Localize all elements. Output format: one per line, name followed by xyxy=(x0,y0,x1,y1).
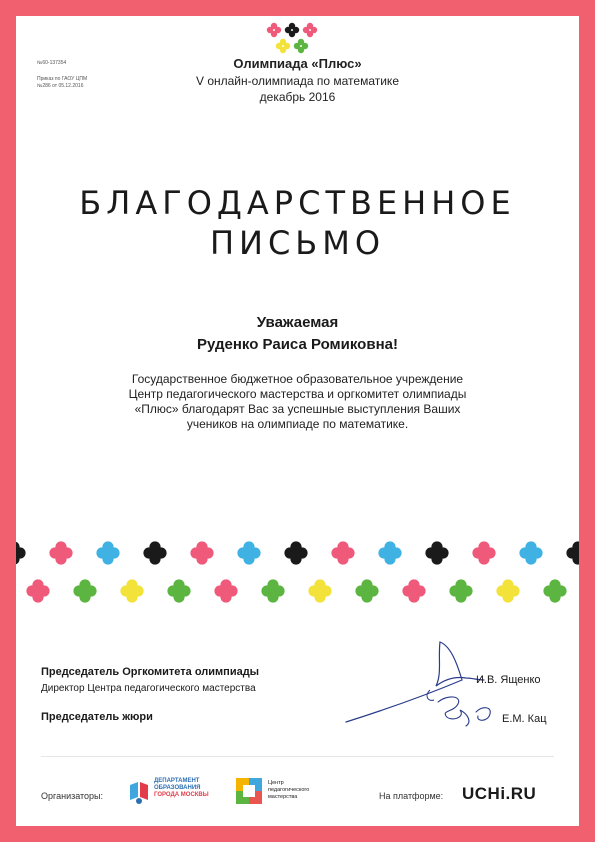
cpm-line-2: педагогического xyxy=(268,787,310,793)
decorative-cross xyxy=(16,541,26,564)
moscow-education-department-logo xyxy=(128,777,218,809)
order-line-2: №286 от 05.12.2016 xyxy=(37,83,84,89)
date-line: декабрь 2016 xyxy=(259,90,336,104)
dept-line-1: ДЕПАРТАМЕНТ xyxy=(154,778,200,784)
decorative-cross xyxy=(167,579,190,602)
decorative-cross xyxy=(143,541,166,564)
dept-line-2: ОБРАЗОВАНИЯ xyxy=(154,785,201,791)
decorative-cross xyxy=(284,541,307,564)
dept-line-3: ГОРОДА МОСКВЫ xyxy=(154,792,209,798)
olympiad-logo xyxy=(266,20,328,56)
greeting: Уважаемая xyxy=(256,314,339,331)
footer-divider xyxy=(41,756,554,757)
decorative-cross xyxy=(190,541,213,564)
body-line-4: учеников на олимпиаде по математике. xyxy=(186,417,409,431)
logo-cross-black xyxy=(285,23,299,37)
decorative-cross xyxy=(237,541,260,564)
certificate-sheet xyxy=(16,16,579,826)
logo-cross-pink-left xyxy=(267,23,281,37)
decorative-cross xyxy=(96,541,119,564)
chair-title: Председатель Оргкомитета олимпиады xyxy=(41,666,260,678)
decorative-cross xyxy=(472,541,495,564)
decorative-cross xyxy=(543,579,566,602)
book-emblem-icon xyxy=(128,779,150,805)
chair-subtitle: Директор Центра педагогического мастерства xyxy=(41,683,256,694)
decorative-cross xyxy=(425,541,448,564)
decorative-cross xyxy=(449,579,472,602)
letter-title-line-2: ПИСЬМО xyxy=(209,224,386,262)
uchi-ru-logo: UCHi.RU xyxy=(462,784,537,803)
decorative-cross xyxy=(73,579,96,602)
body-line-2: Центр педагогического мастерства и оргкомитет олимпиады xyxy=(128,387,467,401)
jury-signature-image xyxy=(432,692,502,728)
decorative-cross-pattern xyxy=(16,536,579,612)
body-line-3: «Плюс» благодарят Вас за успешные выступления Ваших xyxy=(134,402,461,416)
pedagogical-center-logo xyxy=(234,776,344,810)
decorative-cross xyxy=(49,541,72,564)
decorative-cross xyxy=(402,579,425,602)
decorative-cross xyxy=(26,579,49,602)
logo-cross-pink-right xyxy=(303,23,317,37)
platform-label: На платформе: xyxy=(379,791,444,801)
cpm-line-1: Центр xyxy=(268,780,284,786)
registration-number: №60-137354 xyxy=(37,60,67,66)
decorative-cross xyxy=(566,541,579,564)
logo-cross-green xyxy=(294,39,308,53)
organizers-label: Организаторы: xyxy=(41,791,104,801)
decorative-cross xyxy=(308,579,331,602)
body-line-1: Государственное бюджетное образовательное учреждение xyxy=(131,372,464,386)
recipient-name: Руденко Раиса Ромиковна! xyxy=(197,336,398,353)
jury-title: Председатель жюри xyxy=(41,711,153,723)
decorative-cross xyxy=(214,579,237,602)
olympiad-name: Олимпиада «Плюс» xyxy=(233,56,362,71)
decorative-cross xyxy=(519,541,542,564)
jury-name: Е.М. Кац xyxy=(502,713,547,725)
letter-title-line-1: БЛАГОДАРСТВЕННОЕ xyxy=(79,184,516,222)
decorative-cross xyxy=(261,579,284,602)
decorative-cross xyxy=(120,579,143,602)
logo-cross-yellow xyxy=(276,39,290,53)
decorative-cross xyxy=(496,579,519,602)
chair-name: И.В. Ященко xyxy=(476,674,541,686)
order-line-1: Приказ по ГАОУ ЦПМ xyxy=(37,76,88,82)
event-line: V онлайн-олимпиада по математике xyxy=(195,74,399,88)
cpm-line-3: мастерства xyxy=(268,794,298,800)
decorative-cross xyxy=(378,541,401,564)
decorative-cross xyxy=(331,541,354,564)
decorative-cross xyxy=(355,579,378,602)
cpm-emblem-icon xyxy=(234,776,264,806)
